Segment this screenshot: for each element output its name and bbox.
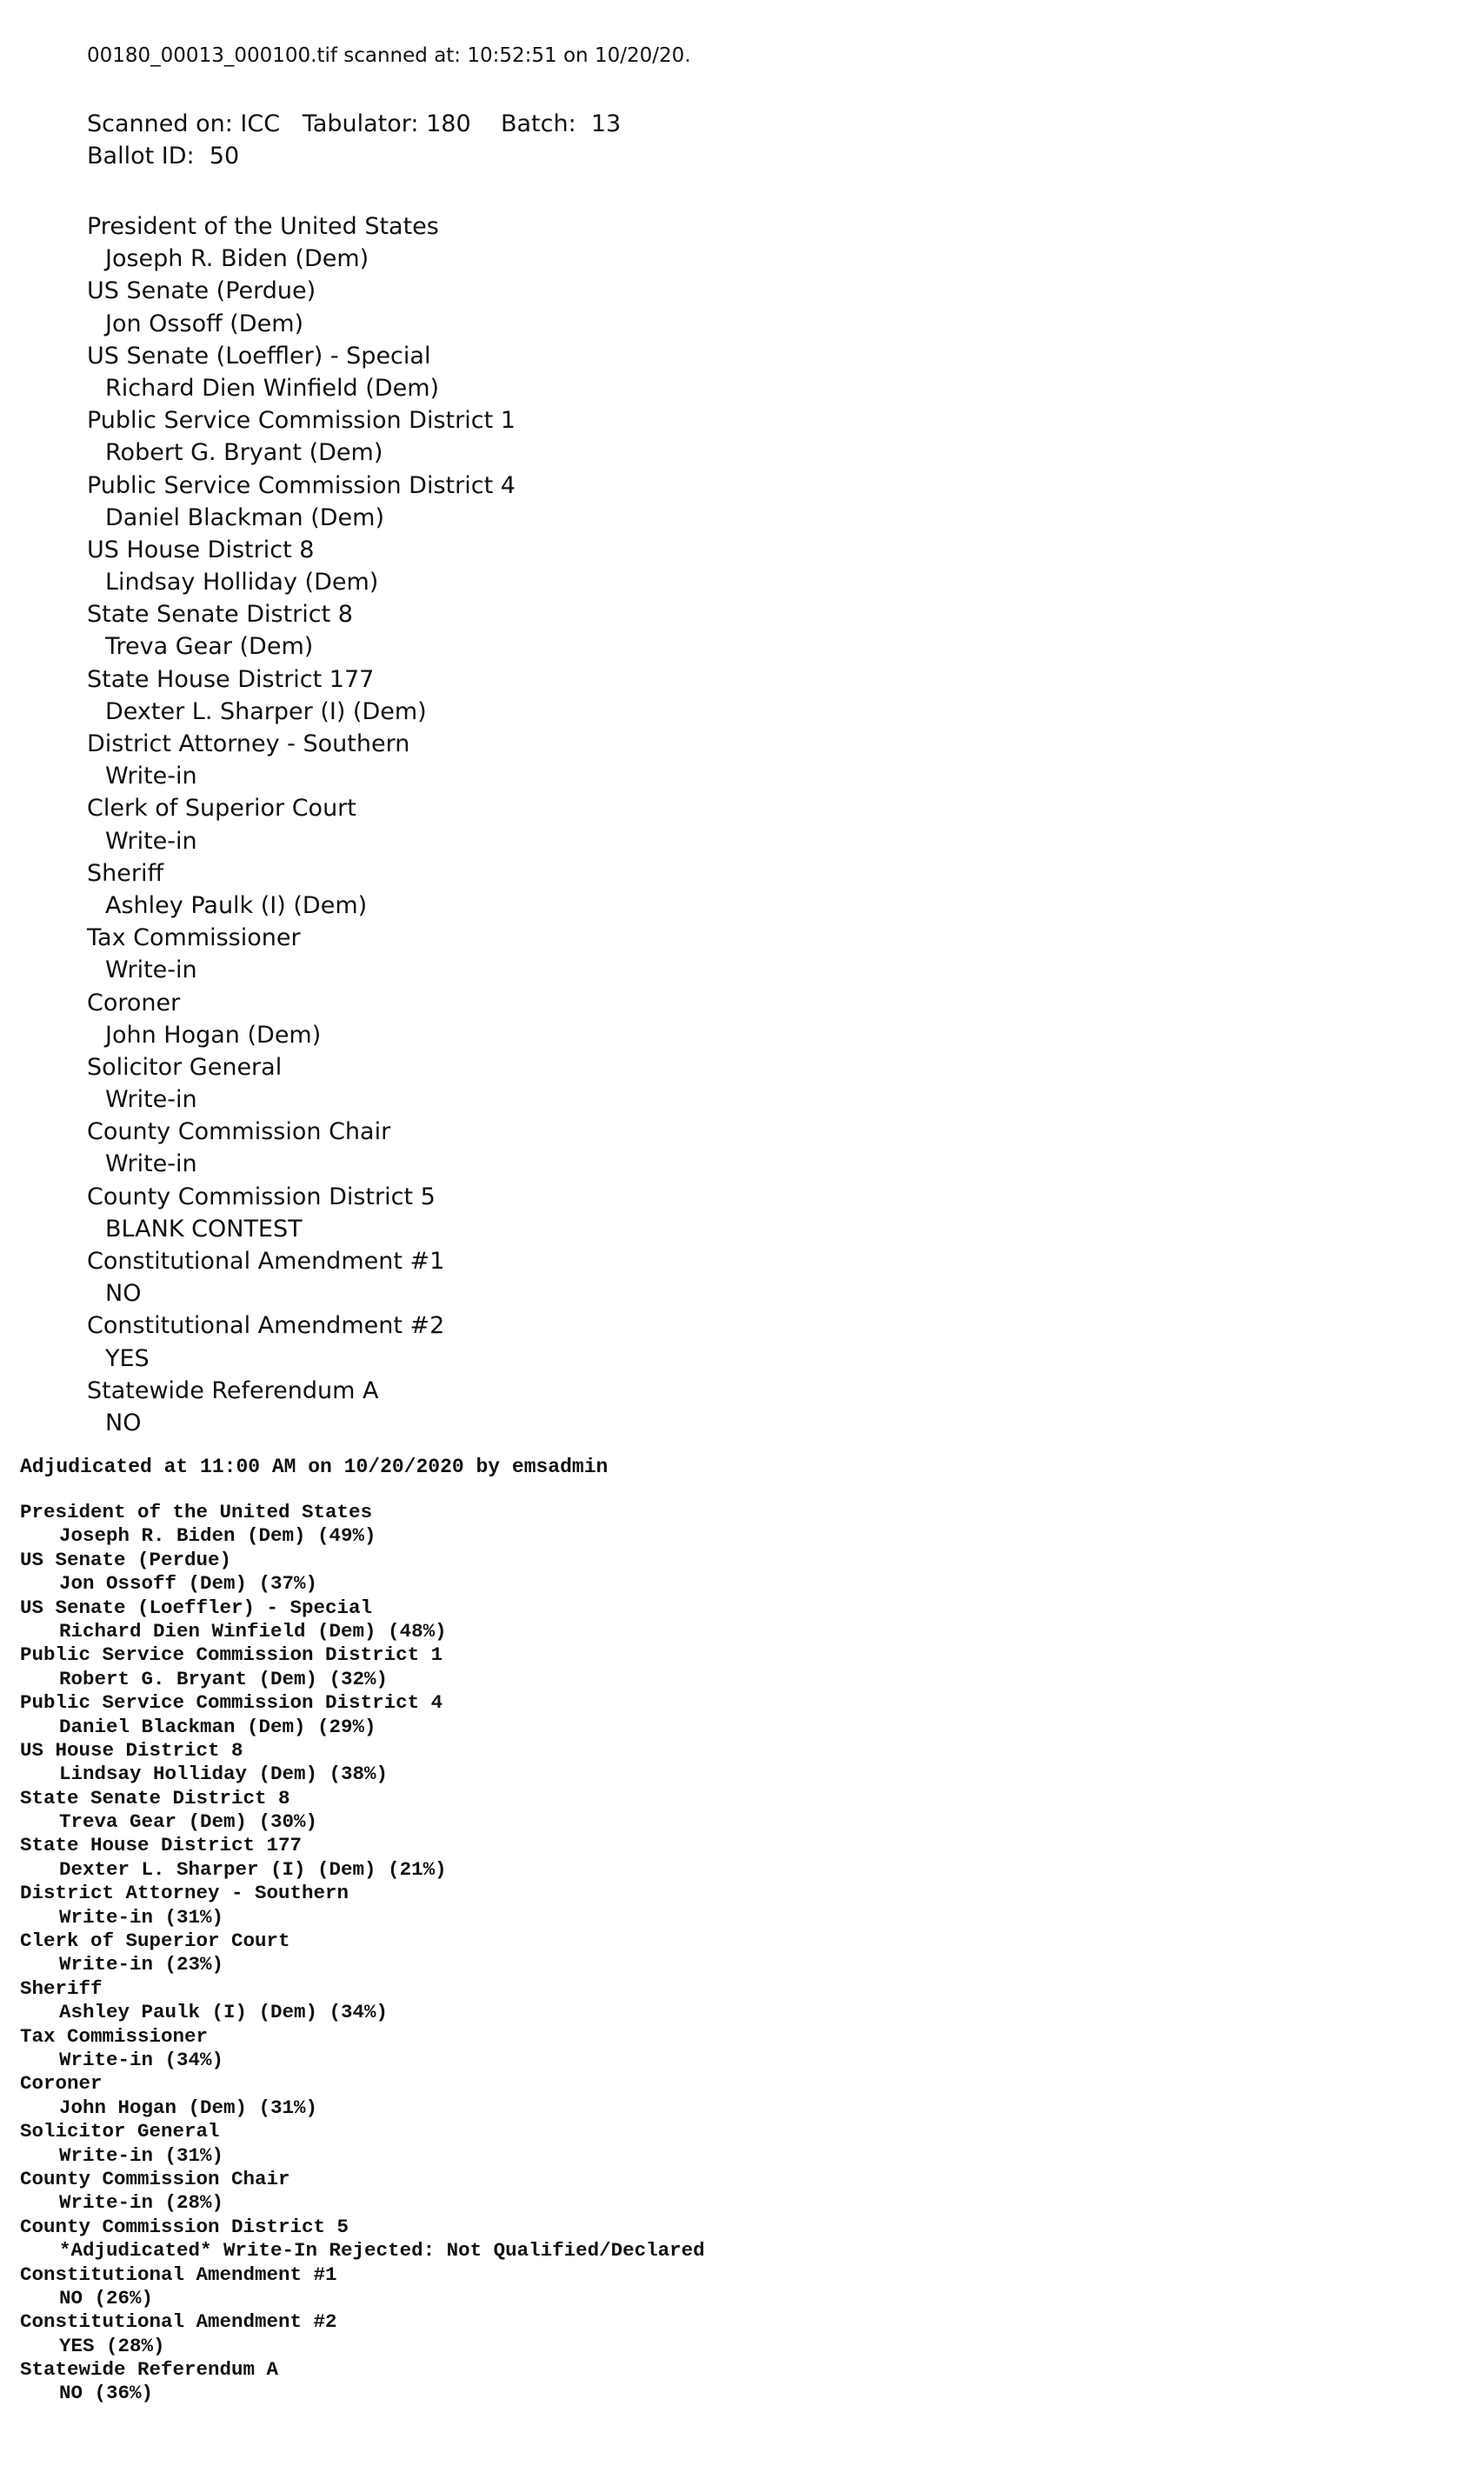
adjudication-header: Adjudicated at 11:00 AM on 10/20/2020 by emsadmin — [20, 1456, 609, 1478]
scan-contest-name: Solicitor General — [87, 1053, 283, 1081]
adjudication-contest-choice: Jon Ossoff (Dem) (37%) — [59, 1572, 318, 1596]
adjudication-contest-choice: Write-in (28%) — [59, 2191, 224, 2215]
scan-metadata — [87, 108, 1043, 172]
adjudication-contest-name: Coroner — [20, 2072, 103, 2096]
scan-contest-name: Constitutional Amendment #2 — [87, 1312, 445, 1340]
adjudication-contest-name: Sheriff — [20, 1976, 103, 2000]
scan-contest-name: US Senate (Perdue) — [87, 277, 316, 305]
scan-contest-name: Constitutional Amendment #1 — [87, 1248, 445, 1275]
scan-contest-choice: Lindsay Holliday (Dem) — [105, 569, 379, 597]
adjudication-contest-name: State House District 177 — [20, 1834, 303, 1857]
adjudication-contest-name: US Senate (Loeffler) - Special — [20, 1596, 373, 1619]
adjudication-contest-name: State Senate District 8 — [20, 1786, 290, 1810]
scan-contest-choice: Treva Gear (Dem) — [105, 633, 314, 661]
adjudication-contest-choice: Dexter L. Sharper (I) (Dem) (21%) — [59, 1857, 447, 1881]
scan-contest-choice: Richard Dien Winfield (Dem) — [105, 374, 440, 402]
adjudication-contest-choice: John Hogan (Dem) (31%) — [59, 2096, 318, 2119]
scan-contest-choice: Write-in — [105, 827, 197, 855]
scan-contest-name: Public Service Commission District 4 — [87, 471, 516, 499]
scan-contest-choice: Jon Ossoff (Dem) — [105, 310, 304, 337]
scan-contest-choice: BLANK CONTEST — [105, 1215, 303, 1243]
scan-contest-choice: Write-in — [105, 956, 197, 984]
adjudication-section — [20, 1454, 1063, 2406]
scan-contest-choice: Ashley Paulk (I) (Dem) — [105, 891, 368, 919]
scan-contest-choice: Robert G. Bryant (Dem) — [105, 439, 383, 467]
adjudication-contest-choice: Write-in (34%) — [59, 2048, 224, 2071]
scan-contest-name: State Senate District 8 — [87, 601, 353, 629]
scan-contest-name: US Senate (Loeffler) - Special — [87, 342, 431, 370]
scan-contest-choice: Write-in — [105, 1086, 197, 1114]
adjudication-contest-name: President of the United States — [20, 1501, 373, 1523]
scan-contest-name: President of the United States — [87, 213, 439, 240]
adjudication-contest-list — [20, 1501, 1063, 2406]
adjudication-contest-name: Statewide Referendum A — [20, 2358, 279, 2382]
adjudication-contest-choice: Write-in (31%) — [59, 1905, 224, 1929]
adjudication-contest-name: US Senate (Perdue) — [20, 1548, 232, 1571]
adjudication-contest-choice: Write-in (31%) — [59, 2143, 224, 2167]
scan-file-header: 00180_00013_000100.tif scanned at: 10:52:51 on 10/20/20. — [87, 44, 691, 67]
adjudication-contest-choice: Robert G. Bryant (Dem) (32%) — [59, 1667, 389, 1690]
scan-contest-name: US House District 8 — [87, 536, 315, 563]
scan-contest-choice: NO — [105, 1409, 142, 1436]
adjudication-contest-name: County Commission District 5 — [20, 2215, 349, 2238]
scan-contest-name: Public Service Commission District 1 — [87, 407, 516, 435]
adjudication-contest-name: Clerk of Superior Court — [20, 1929, 290, 1953]
scan-contest-choice: Joseph R. Biden (Dem) — [105, 245, 369, 273]
adjudication-contest-choice: Ashley Paulk (I) (Dem) (34%) — [59, 2001, 389, 2024]
adjudication-contest-name: Public Service Commission District 1 — [20, 1643, 443, 1667]
adjudication-contest-name: County Commission Chair — [20, 2167, 290, 2190]
scan-contest-choice: Dexter L. Sharper (I) (Dem) — [105, 697, 427, 725]
adjudication-contest-choice: Daniel Blackman (Dem) (29%) — [59, 1715, 376, 1738]
scan-contest-choice: NO — [105, 1280, 142, 1308]
adjudication-contest-name: District Attorney - Southern — [20, 1882, 349, 1905]
adjudication-contest-name: Solicitor General — [20, 2120, 220, 2143]
adjudication-contest-choice: Joseph R. Biden (Dem) (49%) — [59, 1524, 376, 1548]
adjudication-contest-choice: Lindsay Holliday (Dem) (38%) — [59, 1763, 389, 1786]
adjudication-contest-name: Tax Commissioner — [20, 2024, 209, 2048]
adjudication-contest-choice: YES (28%) — [59, 2334, 165, 2357]
scan-contest-name: Coroner — [87, 989, 181, 1016]
scan-contest-name: State House District 177 — [87, 665, 375, 693]
scan-contest-name: County Commission Chair — [87, 1118, 391, 1146]
adjudication-contest-name: Constitutional Amendment #2 — [20, 2310, 337, 2334]
scan-contest-name: Statewide Referendum A — [87, 1376, 379, 1404]
adjudication-contest-choice: NO (36%) — [59, 2382, 154, 2405]
scan-contest-name: District Attorney - Southern — [87, 730, 410, 757]
scan-contest-name: Tax Commissioner — [87, 924, 301, 952]
scan-contest-choice: John Hogan (Dem) — [105, 1021, 322, 1049]
scan-contest-choice: YES — [105, 1344, 150, 1372]
adjudication-contest-choice: Treva Gear (Dem) (30%) — [59, 1810, 318, 1834]
adjudication-contest-name: Public Service Commission District 4 — [20, 1691, 443, 1715]
adjudication-contest-choice: Richard Dien Winfield (Dem) (48%) — [59, 1619, 447, 1643]
scan-contest-choice: Write-in — [105, 763, 197, 790]
scanner-info: Scanned on: ICC Tabulator: 180 Batch: 13 — [87, 110, 622, 137]
scan-section — [87, 42, 1043, 1439]
ballot-id: Ballot ID: 50 — [87, 143, 240, 170]
adjudication-contest-name: US House District 8 — [20, 1738, 243, 1762]
adjudication-contest-name: Constitutional Amendment #1 — [20, 2263, 337, 2286]
scan-contest-list — [87, 210, 1043, 1439]
scan-contest-choice: Daniel Blackman (Dem) — [105, 503, 385, 531]
scan-contest-name: Clerk of Superior Court — [87, 795, 356, 823]
scan-contest-name: Sheriff — [87, 859, 164, 887]
scan-contest-choice: Write-in — [105, 1150, 197, 1178]
scan-contest-name: County Commission District 5 — [87, 1183, 436, 1210]
adjudication-contest-choice: *Adjudicated* Write-In Rejected: Not Qualified/Declared — [59, 2239, 705, 2263]
adjudication-contest-choice: Write-in (23%) — [59, 1953, 224, 1976]
adjudication-contest-choice: NO (26%) — [59, 2286, 154, 2309]
